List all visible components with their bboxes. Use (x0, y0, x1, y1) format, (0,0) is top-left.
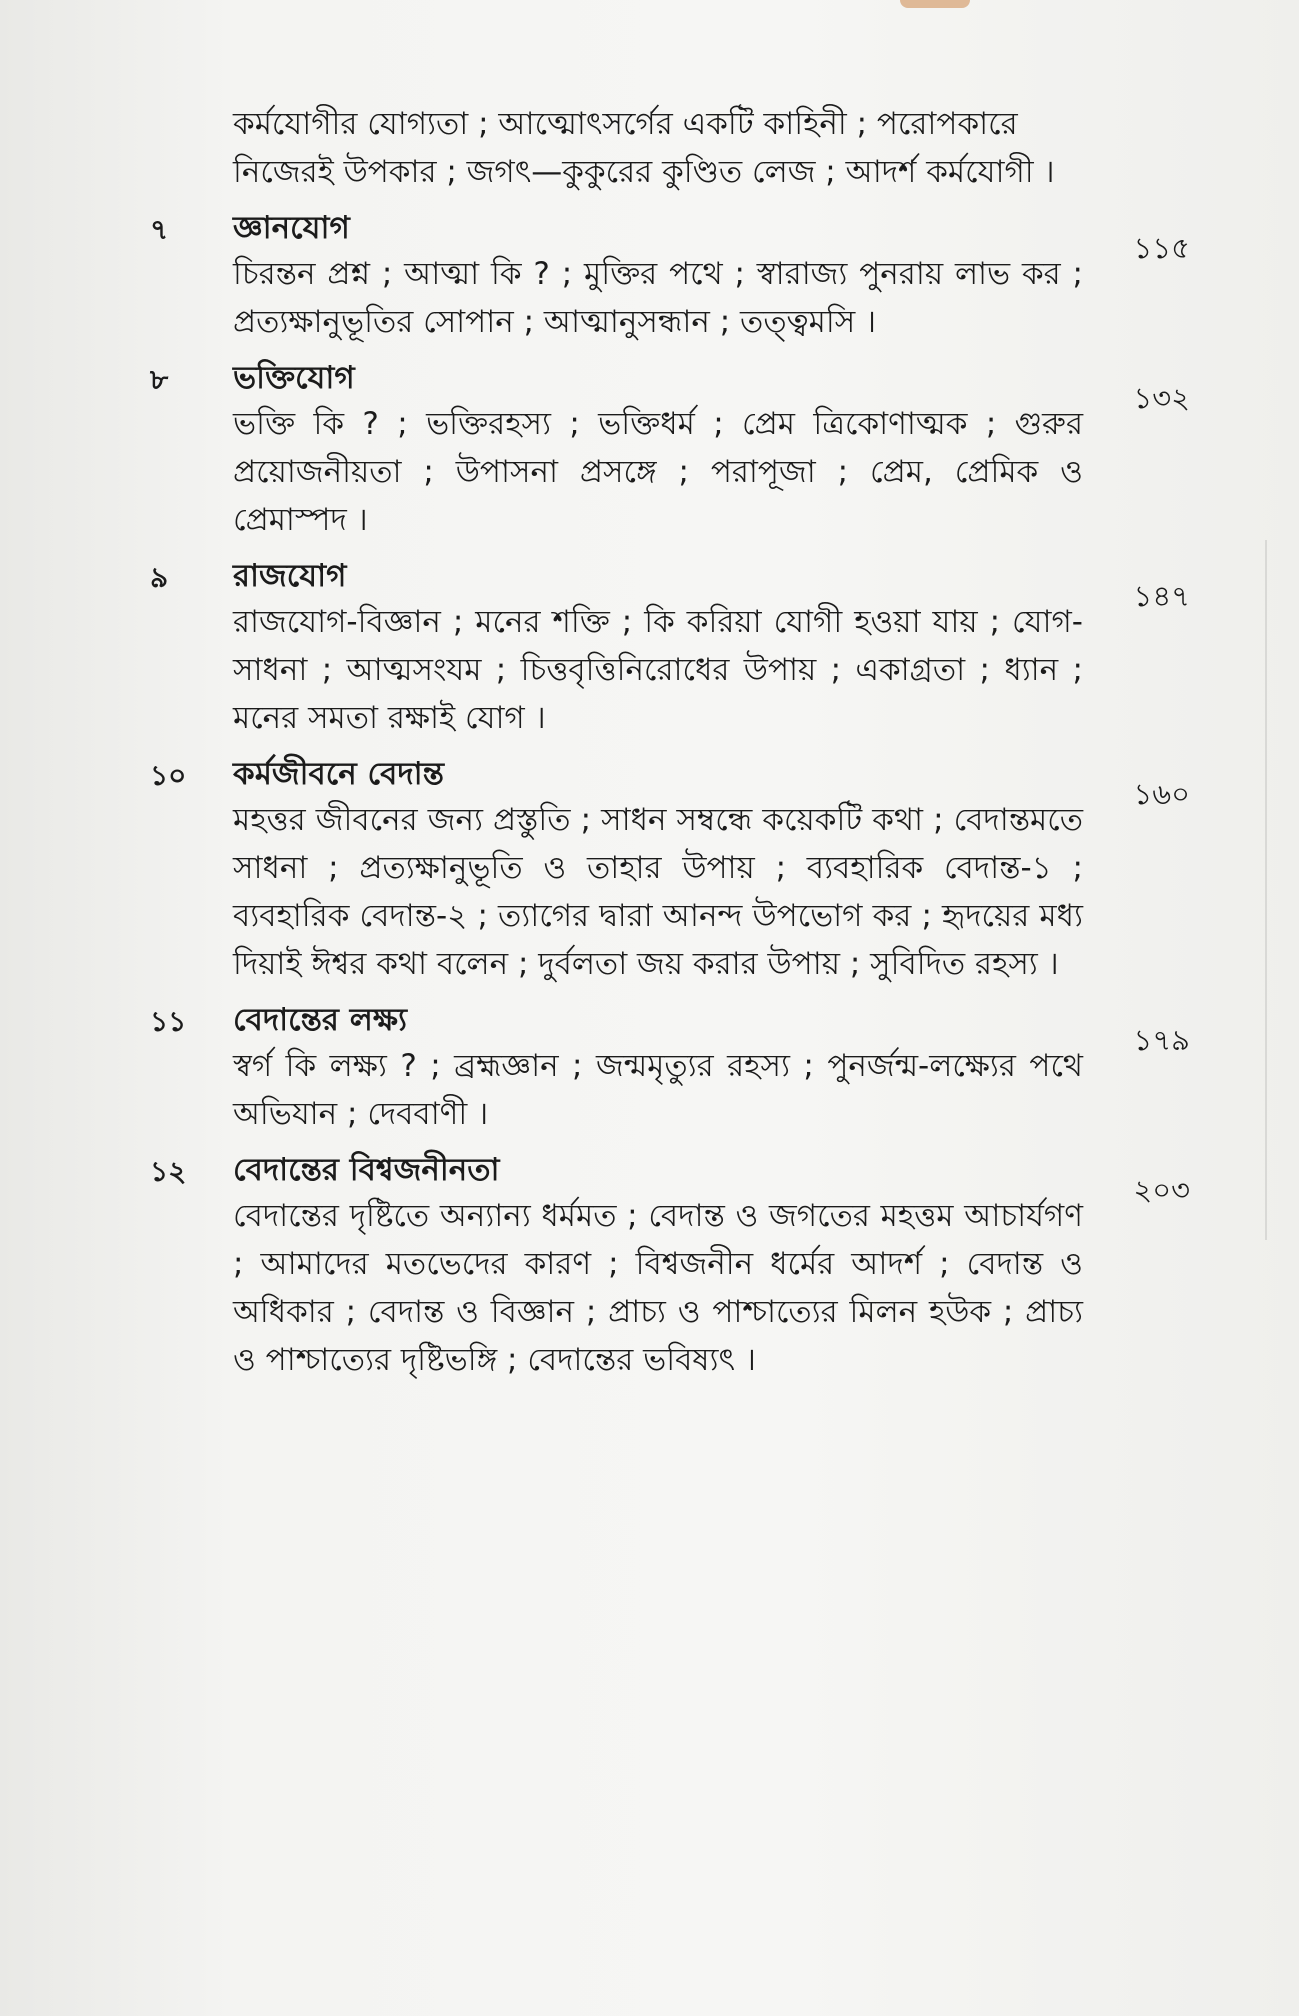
section-title: কর্মজীবনে বেদান্ত (233, 756, 444, 792)
section-page-number: ১৭৯ (1133, 1023, 1190, 1057)
section-number: ১০ (150, 759, 187, 792)
previous-section-topics: কর্মযোগীর যোগ্যতা ; আত্মোৎসর্গের একটি কাহিনী ; পরোপকারে নিজেরই উপকার ; জগৎ—কুকুরের কুণ্ডিত লেজ ; আদর্শ কর্মযোগী । (233, 106, 1055, 190)
page-stain (900, 0, 970, 8)
table-of-contents (150, 100, 1190, 1384)
section-header (150, 996, 1190, 1057)
section-page-number: ২০৩ (1133, 1173, 1190, 1207)
section-number: ৯ (150, 561, 169, 594)
section-number: ৭ (150, 213, 169, 246)
toc-section-10 (150, 750, 1190, 988)
section-page-number: ১৩২ (1133, 381, 1190, 415)
section-header (150, 204, 1190, 265)
section-topics: স্বর্গ কি লক্ষ্য ? ; ব্রহ্মজ্ঞান ; জন্মমৃত্যুর রহস্য ; পুনর্জন্ম-লক্ষ্যের পথে অভিযান ; দেববাণী । (233, 1048, 1083, 1132)
section-title: বেদান্তের লক্ষ্য (233, 1002, 407, 1038)
section-page-number: ১১৫ (1133, 231, 1190, 265)
section-topics: মহত্তর জীবনের জন্য প্রস্তুতি ; সাধন সম্বন্ধে কয়েকটি কথা ; বেদান্তমতে সাধনা ; প্রত্যক্ষানুভূতি ও তাহার উপায় ; ব্যবহারিক বেদান্ত-১ ; ব্যবহারিক বেদান্ত-২ ; ত্যাগের দ্বারা আনন্দ উপভোগ কর ; হৃদয়ের মধ্য দিয়াই ঈশ্বর কথা বলেন ; দুর্বলতা জয় করার উপায় ; সুবিদিত রহস্য । (233, 802, 1083, 982)
page-edge-shadow (1265, 540, 1267, 1240)
toc-section-7 (150, 204, 1190, 346)
section-page-number: ১৪৭ (1133, 579, 1190, 613)
section-title: জ্ঞানযোগ (233, 210, 350, 246)
section-topics: চিরন্তন প্রশ্ন ; আত্মা কি ? ; মুক্তির পথে ; স্বারাজ্য পুনরায় লাভ কর ; প্রত্যক্ষানুভূতির সোপান ; আত্মানুসন্ধান ; তত্ত্বমসি । (233, 256, 1083, 340)
toc-section-8 (150, 354, 1190, 544)
toc-section-12 (150, 1146, 1190, 1384)
section-topics: বেদান্তের দৃষ্টিতে অন্যান্য ধর্মমত ; বেদান্ত ও জগতের মহত্তম আচার্যগণ ; আমাদের মতভেদের কারণ ; বিশ্বজনীন ধর্মের আদর্শ ; বেদান্ত ও অধিকার ; বেদান্ত ও বিজ্ঞান ; প্রাচ্য ও পাশ্চাত্যের মিলন হউক ; প্রাচ্য ও পাশ্চাত্যের দৃষ্টিভঙ্গি ; বেদান্তের ভবিষ্যৎ । (233, 1198, 1083, 1378)
section-topics: রাজযোগ-বিজ্ঞান ; মনের শক্তি ; কি করিয়া যোগী হওয়া যায় ; যোগ-সাধনা ; আত্মসংযম ; চিত্তবৃত্তিনিরোধের উপায় ; একাগ্রতা ; ধ্যান ; মনের সমতা রক্ষাই যোগ । (233, 604, 1083, 736)
section-header (150, 552, 1190, 613)
toc-section-9 (150, 552, 1190, 742)
section-header (150, 354, 1190, 415)
toc-section-11 (150, 996, 1190, 1138)
section-title: বেদান্তের বিশ্বজনীনতা (233, 1152, 500, 1188)
section-number: ৮ (150, 363, 169, 396)
section-header (150, 750, 1190, 811)
section-title: ভক্তিযোগ (233, 360, 355, 396)
section-header (150, 1146, 1190, 1207)
section-page-number: ১৬০ (1133, 777, 1190, 811)
section-topics: ভক্তি কি ? ; ভক্তিরহস্য ; ভক্তিধর্ম ; প্রেম ত্রিকোণাত্মক ; গুরুর প্রয়োজনীয়তা ; উপাসনা প্রসঙ্গে ; পরাপূজা ; প্রেম, প্রেমিক ও প্রেমাস্পদ । (233, 406, 1083, 538)
section-title: রাজযোগ (233, 558, 347, 594)
section-number: ১২ (150, 1155, 187, 1188)
section-number: ১১ (150, 1005, 187, 1038)
